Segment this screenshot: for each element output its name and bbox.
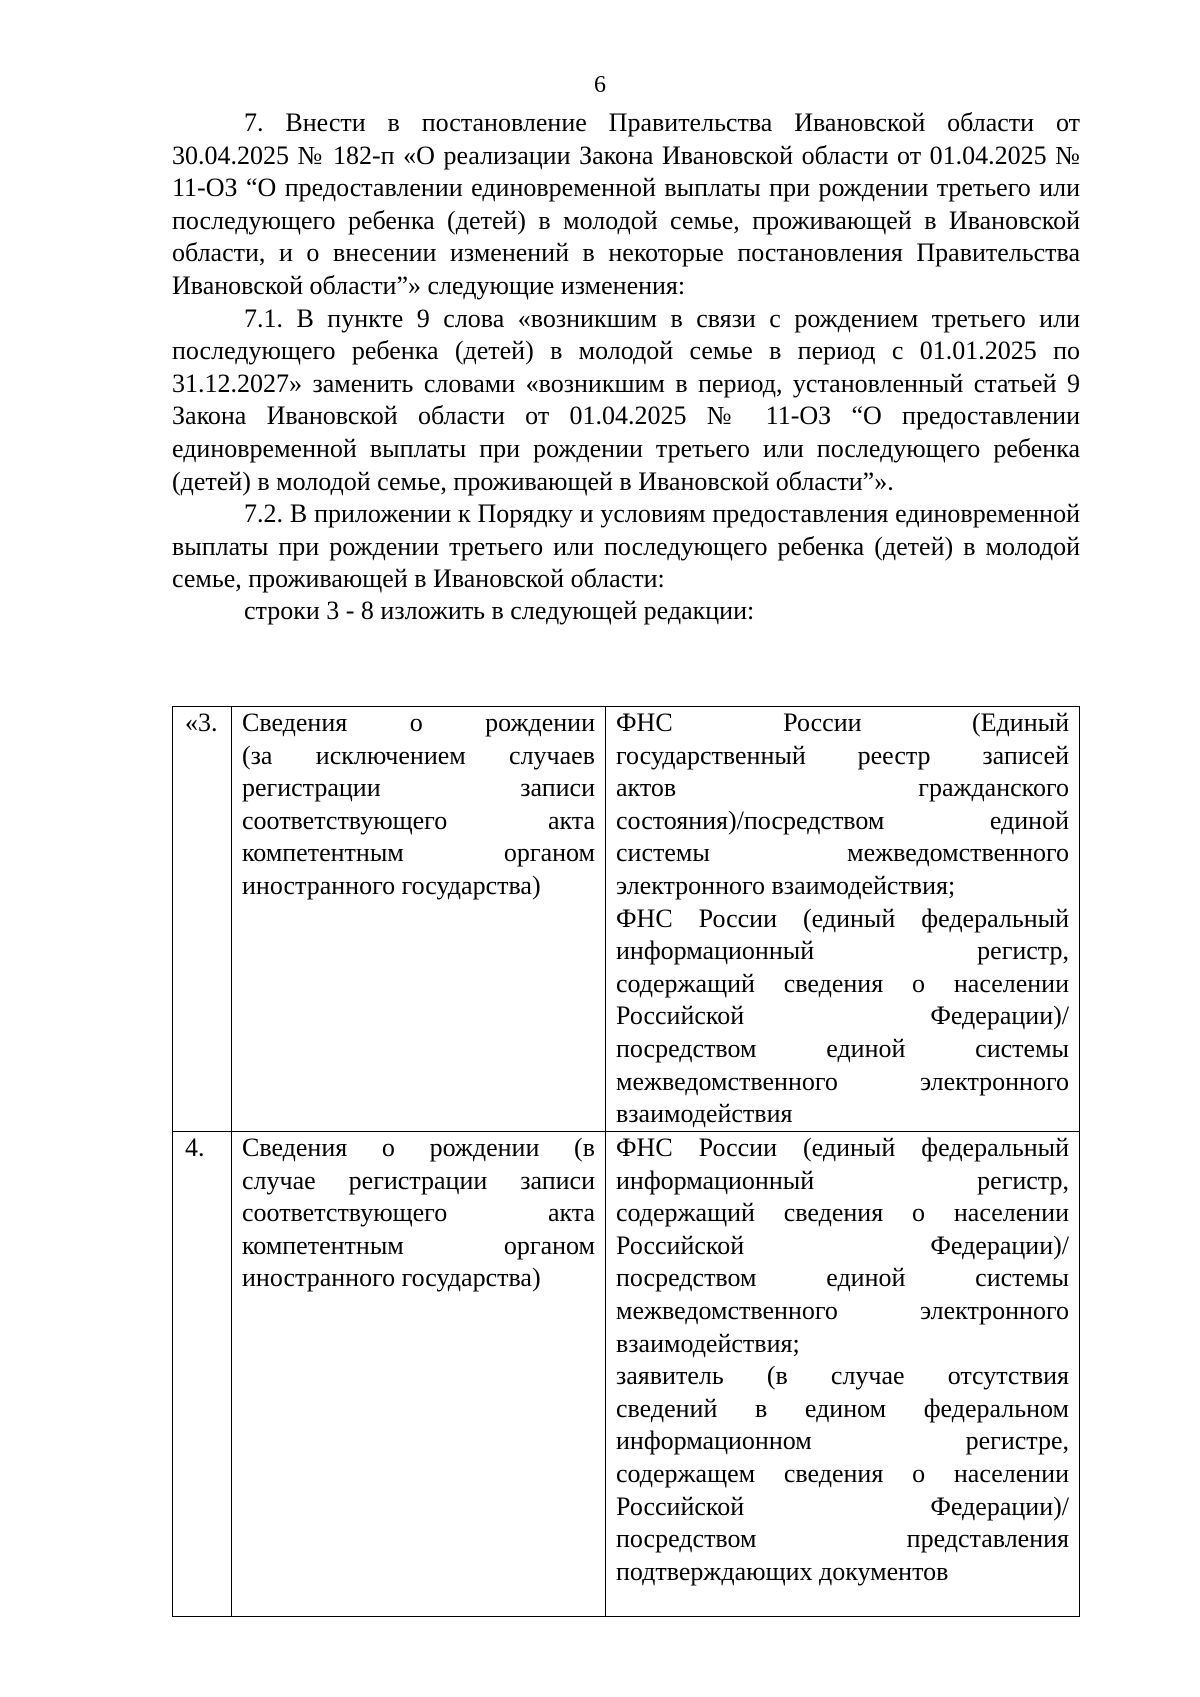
table-row (173, 1132, 1080, 1617)
cell-line: случае регистрации записи (242, 1165, 595, 1195)
paragraph-7: 7. Внести в постановление Правительства Ивановской области от 30.04.2025 № 182-п «О реализации Закона Ивановской области от 01.04.2025 № 11-ОЗ “О предоставлении единовременной выплаты при рождении третьего или последующего ребенка (детей) в молодой семье, проживающей в Ивановской области, и о внесении изменений в некоторые постановления Правительства Ивановской области”» следующие изменения: (172, 108, 1080, 300)
cell-line: информационный регистр, (616, 936, 1069, 966)
cell-line: взаимодействия; (616, 1328, 800, 1358)
cell-line: посредством представления (616, 1524, 1069, 1554)
cell-line: актов гражданского (616, 773, 1069, 803)
info-text (242, 1132, 595, 1295)
cell-line: (за исключением случаев (242, 740, 595, 770)
cell-line: компетентным органом (242, 838, 595, 868)
cell-line: заявитель (в случае отсутствия (616, 1361, 1069, 1391)
row-number-cell: 4. (173, 1132, 232, 1617)
cell-line: межведомственного электронного (616, 1295, 1069, 1325)
row-number-cell: «3. (173, 707, 232, 1132)
cell-line: взаимодействия (616, 1099, 793, 1129)
cell-line: сведений в едином федеральном (616, 1393, 1069, 1423)
source-text (616, 707, 1069, 1131)
cell-line: ФНС России (Единый (616, 708, 1069, 737)
page-number: 6 (594, 72, 606, 98)
cell-line: Российской Федерации)/ (616, 1491, 1069, 1521)
info-cell (232, 707, 606, 1132)
cell-line: Сведения о рождении (242, 708, 595, 737)
cell-line: государственный реестр записей (616, 740, 1069, 770)
cell-line: системы межведомственного (616, 838, 1069, 868)
cell-line: состояния)/посредством единой (616, 805, 1069, 835)
table-row (173, 707, 1080, 1132)
document-body (172, 107, 1080, 626)
cell-line: соответствующего акта (242, 1198, 595, 1228)
cell-line: электронного взаимодействия; (616, 870, 956, 900)
cell-line: содержащем сведения о населении (616, 1458, 1069, 1488)
cell-line: межведомственного электронного (616, 1066, 1069, 1096)
paragraph-7-2: 7.2. В приложении к Порядку и условиям предоставления единовременной выплаты при рождении третьего или последующего ребенка (детей) в молодой семье, проживающей в Ивановской области: (172, 499, 1080, 594)
cell-line: иностранного государства) (242, 870, 541, 900)
cell-line: компетентным органом (242, 1230, 595, 1260)
source-text (616, 1132, 1069, 1588)
cell-line: подтверждающих документов (616, 1556, 949, 1586)
cell-line: содержащий сведения о населении (616, 968, 1069, 998)
info-text (242, 707, 595, 903)
cell-line: информационном регистре, (616, 1426, 1069, 1456)
cell-line: регистрации записи (242, 773, 595, 803)
table-intro-line: строки 3 - 8 изложить в следующей редакции: (244, 595, 755, 625)
cell-line: соответствующего акта (242, 805, 595, 835)
cell-line: информационный регистр, (616, 1165, 1069, 1195)
amendment-table (172, 706, 1080, 1617)
info-cell (232, 1132, 606, 1617)
source-cell (606, 1132, 1080, 1617)
cell-line: посредством единой системы (616, 1033, 1069, 1063)
cell-line: Сведения о рождении (в (242, 1133, 595, 1162)
cell-line: посредством единой системы (616, 1263, 1069, 1293)
source-cell (606, 707, 1080, 1132)
cell-line: ФНС России (единый федеральный (616, 1133, 1069, 1162)
paragraph-7-1: 7.1. В пункте 9 слова «возникшим в связи с рождением третьего или последующего ребенка (детей) в молодой семье в период с 01.01.2025 по 31.12.2027» заменить словами «возникшим в период, установленный статьей 9 Закона Ивановской области от 01.04.2025 № 11-ОЗ “О предоставлении единовременной выплаты при рождении третьего или последующего ребенка (детей) в молодой семье, проживающей в Ивановской области”». (172, 303, 1080, 496)
cell-line: Российской Федерации)/ (616, 1230, 1069, 1260)
cell-line: содержащий сведения о населении (616, 1198, 1069, 1228)
cell-line: Российской Федерации)/ (616, 1001, 1069, 1031)
cell-line: ФНС России (единый федеральный (616, 903, 1069, 933)
cell-line: иностранного государства) (242, 1263, 541, 1293)
